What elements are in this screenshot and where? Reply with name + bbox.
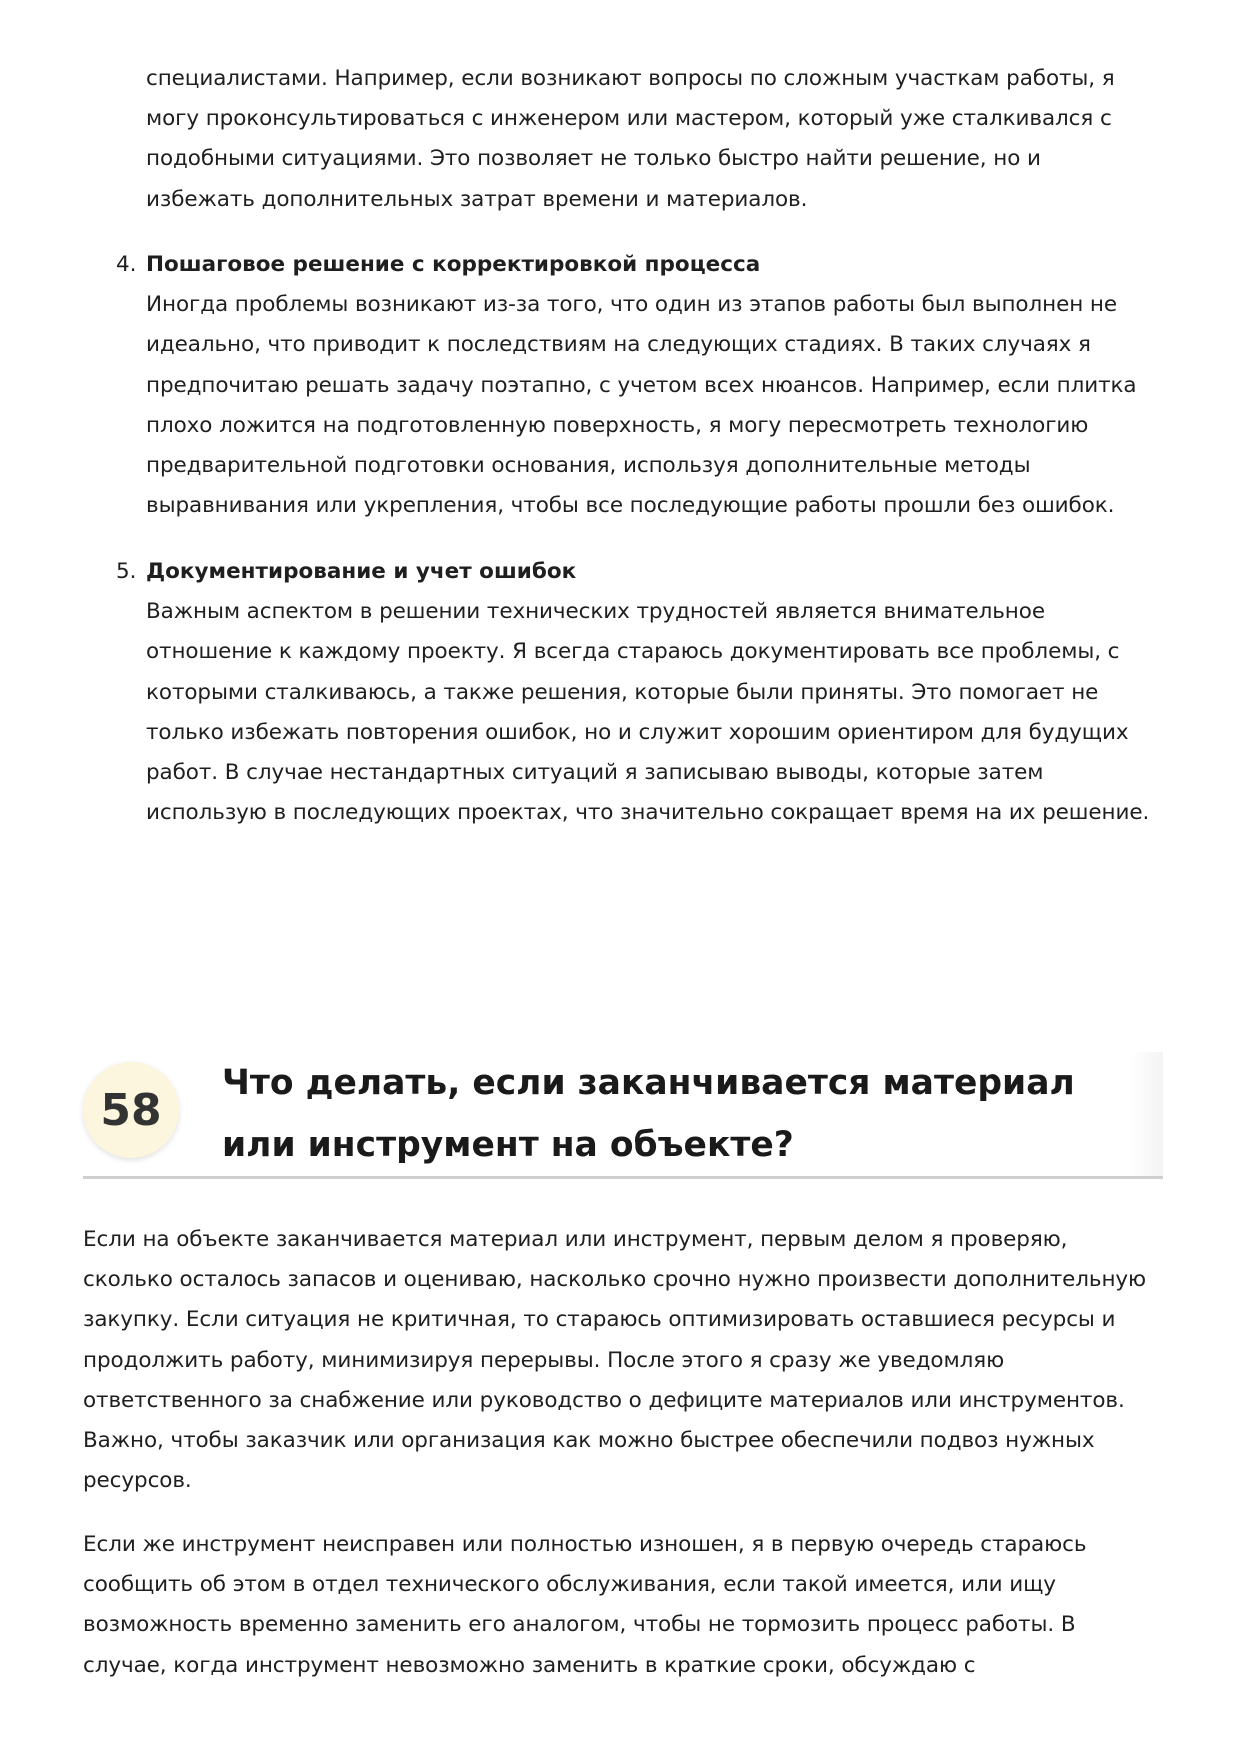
list-item-number: 4.	[116, 252, 137, 277]
section-paragraph-1: Если на объекте заканчивается материал или инструмент, первым делом я проверяю, сколько осталось запасов и оцениваю, насколько срочно нужно произвести дополнительную закупку. Если ситуация не критичная, то стараюсь оптимизировать оставшиеся ресурсы и продолжить работу, минимизируя перерывы. После этого я сразу же уведомляю ответственного за снабжение или руководство о дефиците материалов или инструментов. Важно, чтобы заказчик или организация как можно быстрее обеспечили подвоз нужных ресурсов.	[83, 1227, 1147, 1494]
continuation-paragraph: специалистами. Например, если возникают вопросы по сложным участкам работы, я могу проконсультироваться с инженером или мастером, который уже сталкивался с подобными ситуациями. Это позволяет не только быстро найти решение, но и избежать дополнительных затрат времени и материалов.	[146, 66, 1115, 212]
section-title: Что делать, если заканчивается материал или инструмент на объекте?	[222, 1063, 1075, 1165]
section-number-badge: 58	[83, 1062, 179, 1158]
section-heading	[83, 1052, 1163, 1179]
section-paragraph-2: Если же инструмент неисправен или полностью изношен, я в первую очередь стараюсь сообщить об этом в отдел технического обслуживания, если такой имеется, или ищу возможность временно заменить его аналогом, чтобы не тормозить процесс работы. В случае, когда инструмент невозможно заменить в краткие сроки, обсуждаю с	[83, 1532, 1087, 1678]
list-item-title: Документирование и учет ошибок	[146, 559, 577, 584]
list-item-text: Иногда проблемы возникают из-за того, что один из этапов работы был выполнен не идеально, что приводит к последствиям на следующих стадиях. В таких случаях я предпочитаю решать задачу поэтапно, с учетом всех нюансов. Например, если плитка плохо ложится на подготовленную поверхность, я могу пересмотреть технологию предварительной подготовки основания, используя дополнительные методы выравнивания или укрепления, чтобы все последующие работы прошли без ошибок.	[146, 292, 1137, 519]
list-item-number: 5.	[116, 559, 137, 584]
list-item-5	[116, 552, 1156, 833]
list-item-text: Важным аспектом в решении технических трудностей является внимательное отношение к каждому проекту. Я всегда стараюсь документировать все проблемы, с которыми сталкиваюсь, а также решения, которые были приняты. Это помогает не только избежать повторения ошибок, но и служит хорошим ориентиром для будущих работ. В случае нестандартных ситуаций я записываю выводы, которые затем использую в последующих проектах, что значительно сокращает время на их решение.	[146, 599, 1150, 826]
list-item-4	[116, 245, 1156, 526]
list-item-title: Пошаговое решение с корректировкой процесса	[146, 252, 761, 277]
